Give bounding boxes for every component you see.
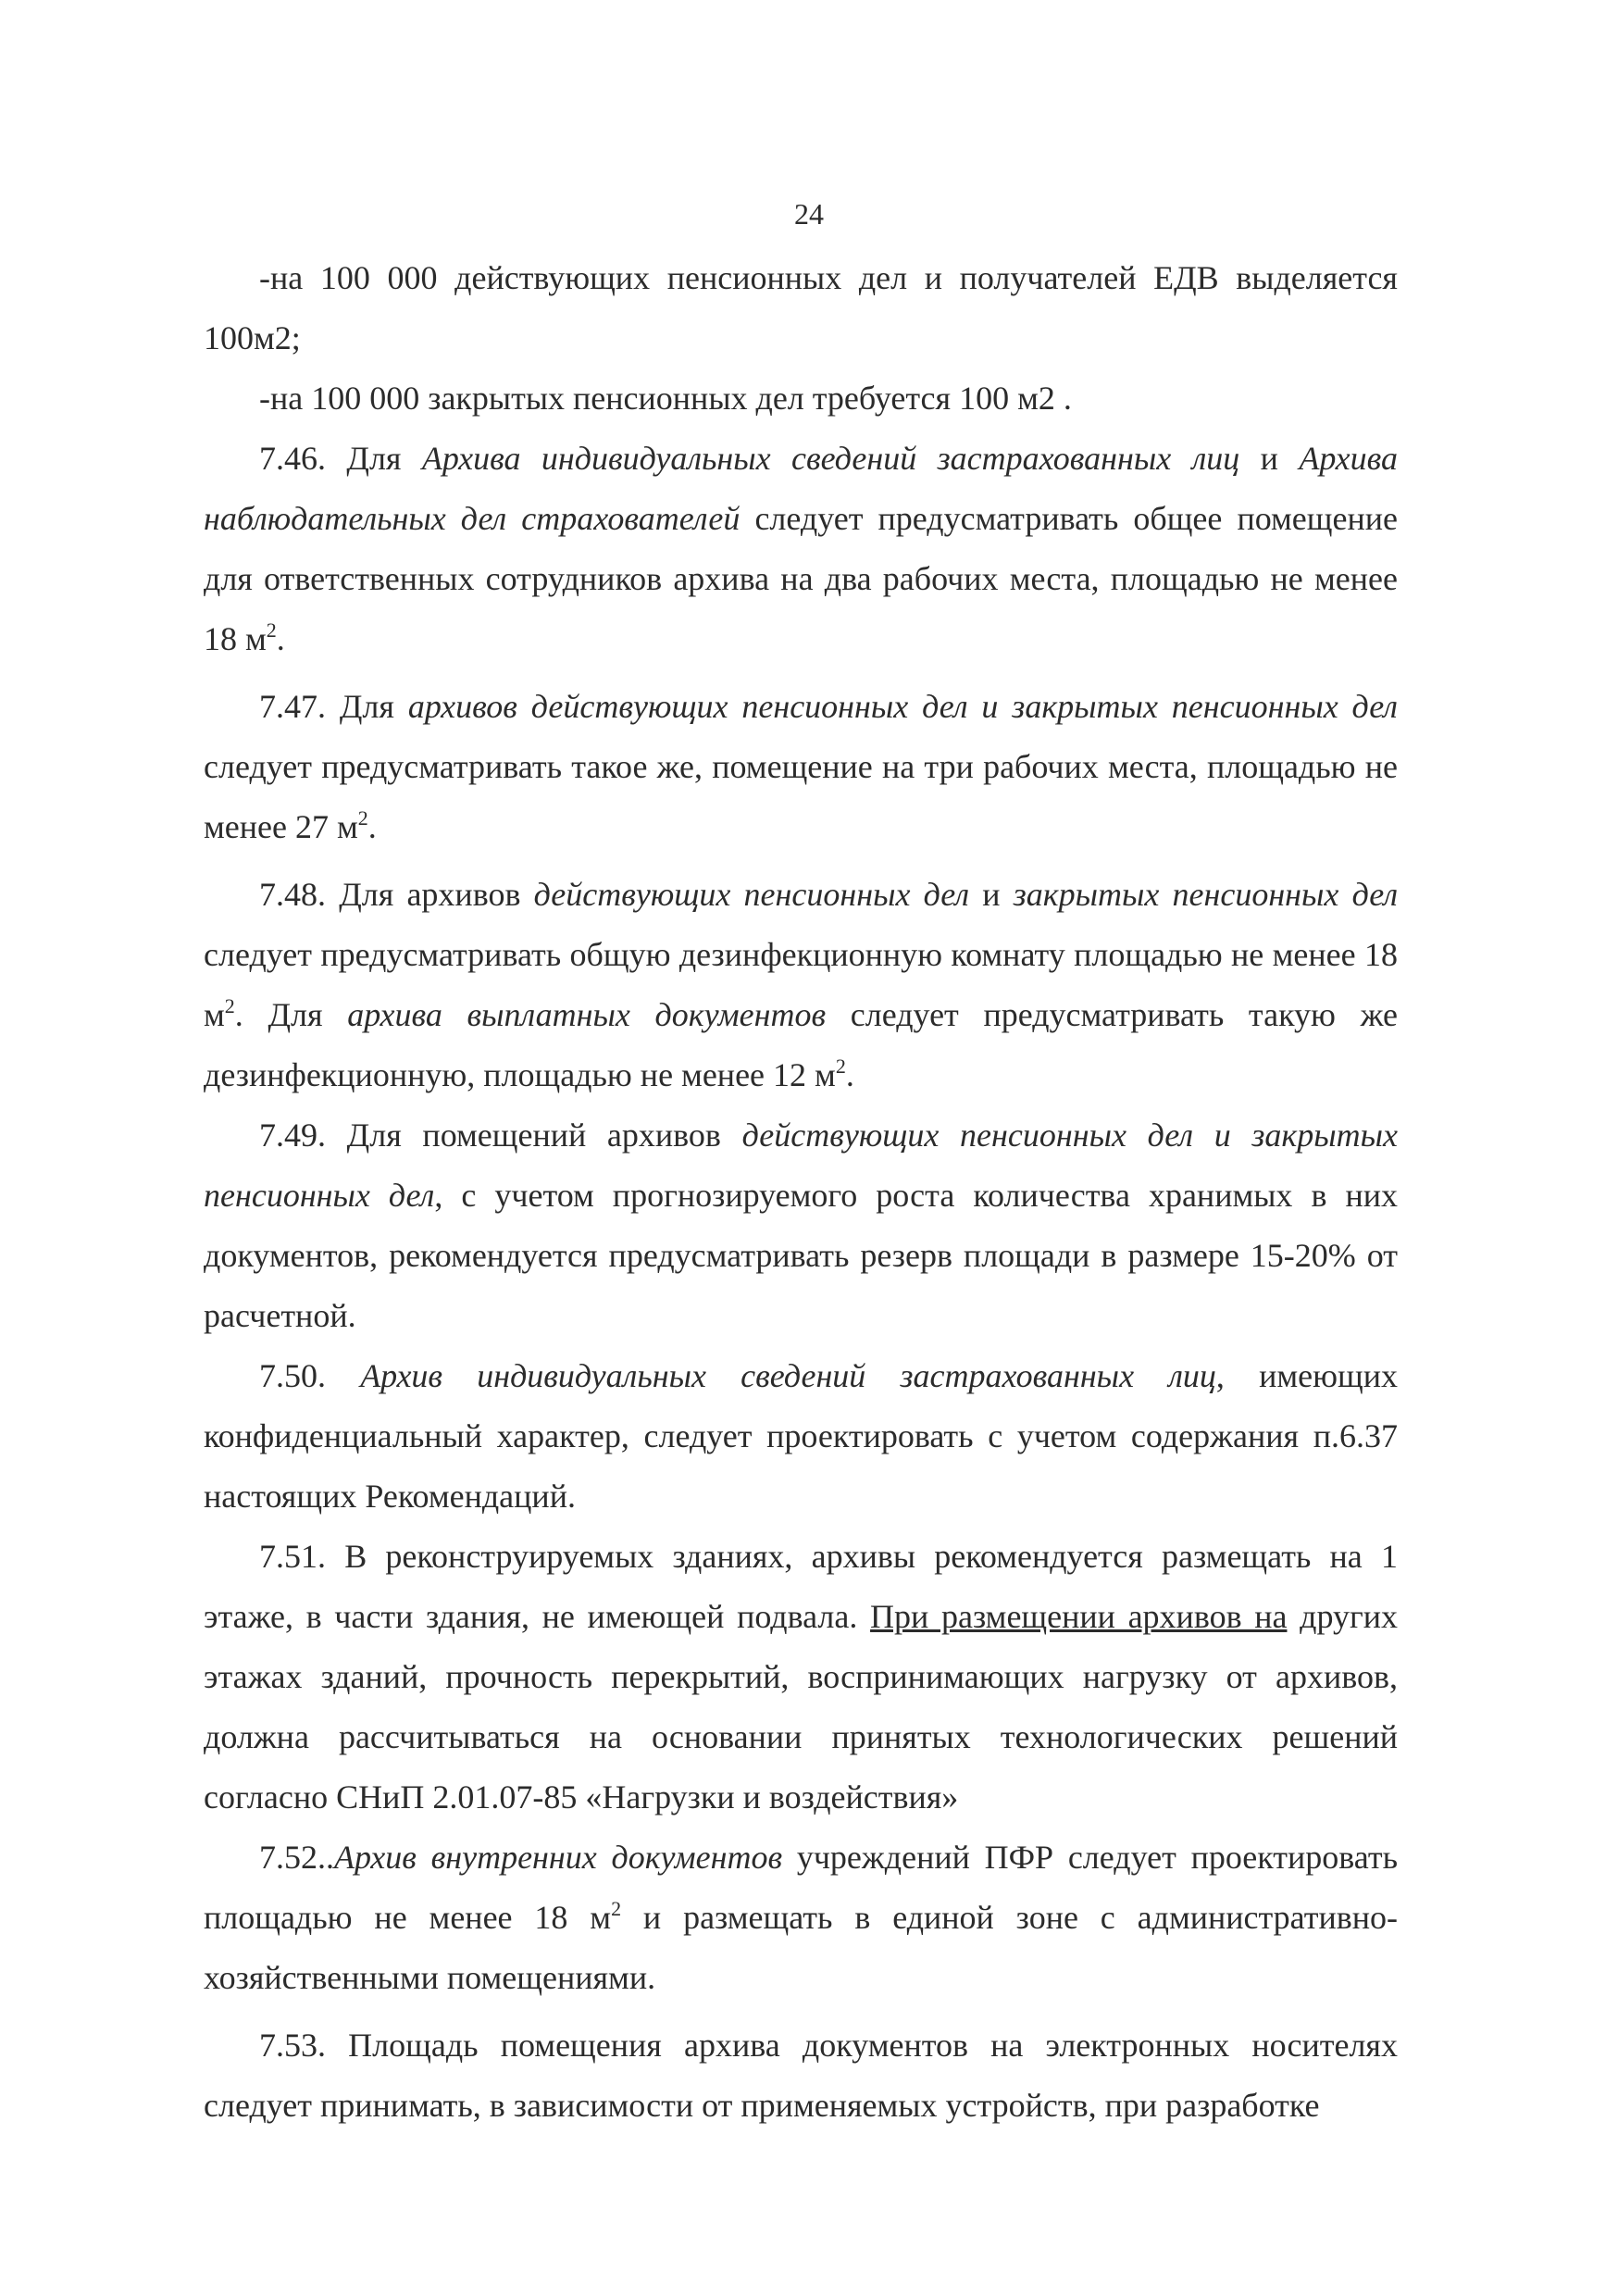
clause-number: 7.48. xyxy=(259,876,340,913)
text-run: В реконструируемых зданиях, архивы рекомендуется размещать на 1 этаже, в части здания, не имеющей подвала. xyxy=(204,1538,1398,1635)
text-run: других этажах зданий, прочность перекрытий, воспринимающих нагрузку от архивов, должна рассчитываться на основании принятых технологических решений согласно СНиП 2.01.07-85 «Нагрузки и воздействия» xyxy=(204,1598,1398,1816)
italic-term: Архива наблюдательных дел страхователей xyxy=(204,440,1398,537)
text-run: , имеющих конфиденциальный характер, следует проектировать с учетом содержания п.6.37 настоящих Рекомендаций. xyxy=(204,1357,1399,1515)
text-run: следует предусматривать такую же дезинфекционную, площадью не менее 12 м xyxy=(204,996,1398,1093)
body-text xyxy=(204,248,1398,2136)
superscript: 2 xyxy=(357,806,368,830)
clause-number: 7.47. xyxy=(259,688,340,725)
superscript: 2 xyxy=(224,994,235,1017)
paragraph-text: -на 100 000 действующих пенсионных дел и получателей ЕДВ выделяется 100м2; xyxy=(204,259,1398,356)
text-run: . xyxy=(276,620,285,657)
clause-number: 7.53. xyxy=(259,2027,349,2064)
text-run: . xyxy=(845,1056,854,1093)
text-run: . Для xyxy=(234,996,348,1033)
text-run: , с учетом прогнозируемого роста количества хранимых в них документов, рекомендуется предусматривать резерв площади в размере 15-20% от расчетной. xyxy=(204,1177,1398,1334)
underlined-text: При размещении архивов на xyxy=(870,1598,1288,1635)
paragraph-7-47 xyxy=(204,677,1398,857)
italic-term: действующих пенсионных дел xyxy=(533,876,970,913)
italic-term: действующих пенсионных дел и закрытых пенсионных дел xyxy=(204,1117,1398,1214)
clause-number: 7.49. xyxy=(259,1117,347,1154)
clause-number: 7.52.. xyxy=(259,1839,334,1876)
clause-number: 7.51. xyxy=(259,1538,345,1575)
superscript: 2 xyxy=(611,1897,622,1920)
text-run: Площадь помещения архива документов на электронных носителях следует принимать, в зависимости от применяемых устройств, при разработке xyxy=(204,2027,1398,2124)
paragraph-7-53 xyxy=(204,2015,1398,2136)
italic-term: архивов действующих пенсионных дел и закрытых пенсионных дел xyxy=(407,688,1398,725)
text-run: . xyxy=(367,808,377,845)
italic-term: Архива индивидуальных сведений застрахованных лиц xyxy=(421,440,1240,477)
italic-term: закрытых пенсионных дел xyxy=(1013,876,1399,913)
superscript: 2 xyxy=(835,1054,846,1078)
paragraph-7-50 xyxy=(204,1346,1398,1527)
text-run: и xyxy=(1239,440,1300,477)
paragraph-list-item-1 xyxy=(204,248,1398,368)
superscript: 2 xyxy=(266,618,277,642)
text-run: следует предусматривать общее помещение для ответственных сотрудников архива на два рабочих места, площадью не менее 18 м xyxy=(204,500,1398,657)
text-run: Для архивов xyxy=(339,876,534,913)
text-run: следует предусматривать такое же, помещение на три рабочих места, площадью не менее 27 м xyxy=(204,748,1398,845)
paragraph-7-52 xyxy=(204,1828,1398,2008)
paragraph-text: -на 100 000 закрытых пенсионных дел требуется 100 м2 . xyxy=(259,380,1072,417)
paragraph-7-46 xyxy=(204,429,1398,669)
text-run: учреждений ПФР следует проектировать площадью не менее 18 м xyxy=(204,1839,1398,1936)
text-run: Для xyxy=(339,688,408,725)
text-run: Для помещений архивов xyxy=(346,1117,742,1154)
italic-term: Архив внутренних документов xyxy=(334,1839,783,1876)
paragraph-list-item-2 xyxy=(204,368,1398,429)
page-number: 24 xyxy=(794,197,824,231)
text-run: и xyxy=(969,876,1014,913)
italic-term: Архив индивидуальных сведений застрахованных лиц xyxy=(360,1357,1216,1394)
clause-number: 7.46. xyxy=(259,440,347,477)
italic-term: архива выплатных документов xyxy=(347,996,827,1033)
paragraph-7-51 xyxy=(204,1527,1398,1828)
paragraph-7-48 xyxy=(204,865,1398,1105)
text-run: и размещать в единой зоне с административно-хозяйственными помещениями. xyxy=(204,1899,1398,1996)
text-run: Для xyxy=(346,440,422,477)
clause-number: 7.50. xyxy=(259,1357,361,1394)
paragraph-7-49 xyxy=(204,1105,1398,1346)
text-run: следует предусматривать общую дезинфекционную комнату площадью не менее 18 м xyxy=(204,936,1398,1033)
